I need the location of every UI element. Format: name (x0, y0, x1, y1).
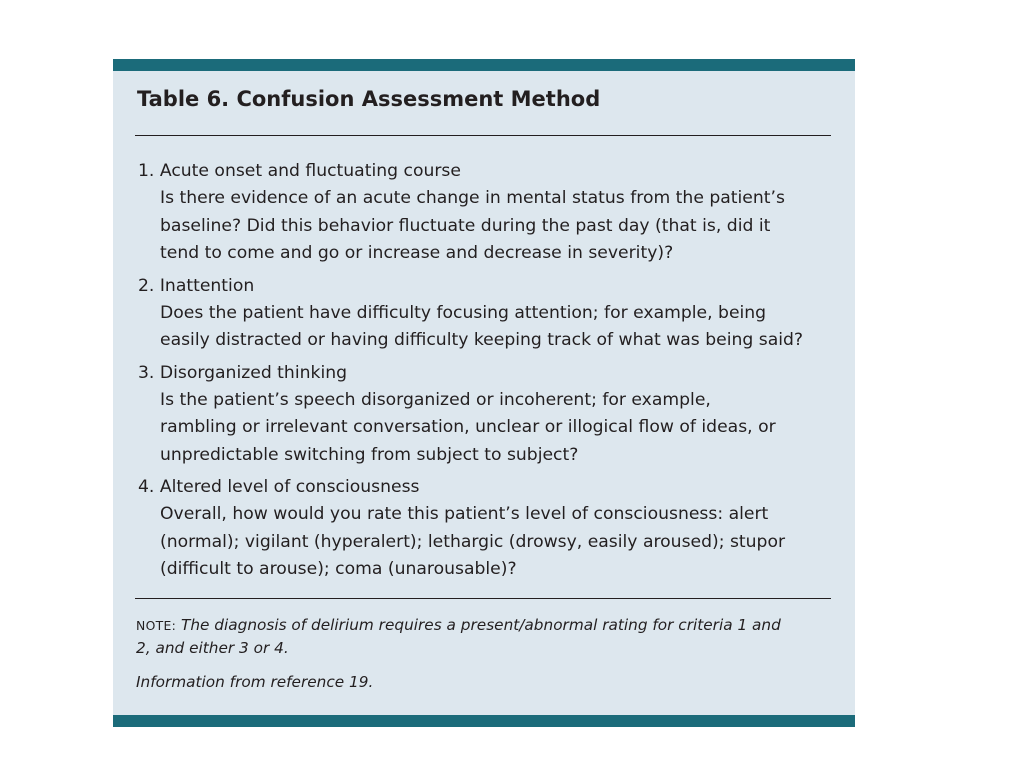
criterion-item (138, 273, 838, 355)
table-title: Table 6. Confusion Assessment Method (137, 87, 601, 111)
criterion-line: Does the patient have difficulty focusing attention; for example, being (160, 302, 767, 323)
criterion-heading: 1. Acute onset and fluctuating course (138, 161, 461, 181)
source-reference: Information from reference 19. (136, 673, 374, 691)
note-line (136, 614, 836, 637)
criterion-line: baseline? Did this behavior fluctuate during the past day (that is, did it (160, 215, 771, 236)
table-note (136, 614, 836, 660)
note-text-continued: 2, and either 3 or 4. (136, 639, 289, 657)
criterion-heading: 4. Altered level of consciousness (138, 477, 420, 497)
criterion-line: (normal); vigilant (hyperalert); lethargic (drowsy, easily aroused); stupor (160, 531, 786, 552)
criterion-heading: 3. Disorganized thinking (138, 362, 348, 383)
criterion-line: tend to come and go or increase and decrease in severity)? (160, 243, 674, 263)
note-text: The diagnosis of delirium requires a present/abnormal rating for criteria 1 and (180, 616, 781, 634)
note-label: NOTE: (136, 618, 177, 633)
footer-divider (135, 598, 831, 599)
criterion-item (138, 474, 838, 584)
criterion-item (138, 360, 838, 470)
title-divider (135, 135, 831, 136)
criterion-description (138, 300, 838, 355)
criterion-description (138, 501, 838, 584)
criterion-description (138, 185, 838, 268)
criterion-line: rambling or irrelevant conversation, unclear or illogical flow of ideas, or (160, 417, 776, 437)
criterion-item (138, 158, 838, 268)
criterion-description (138, 387, 838, 470)
criterion-line: Overall, how would you rate this patient’s level of consciousness: alert (160, 504, 769, 524)
criterion-line: unpredictable switching from subject to subject? (160, 444, 579, 465)
criterion-heading: 2. Inattention (138, 275, 255, 296)
table-panel (113, 59, 855, 727)
criterion-line: Is there evidence of an acute change in mental status from the patient’s (160, 188, 785, 208)
bottom-accent-bar (113, 715, 855, 727)
criterion-line: easily distracted or having difficulty keeping track of what was being said? (160, 330, 804, 350)
criteria-list (138, 158, 838, 589)
criterion-line: Is the patient’s speech disorganized or incoherent; for example, (160, 389, 711, 410)
top-accent-bar (113, 59, 855, 71)
criterion-line: (difficult to arouse); coma (unarousable)? (160, 559, 517, 579)
